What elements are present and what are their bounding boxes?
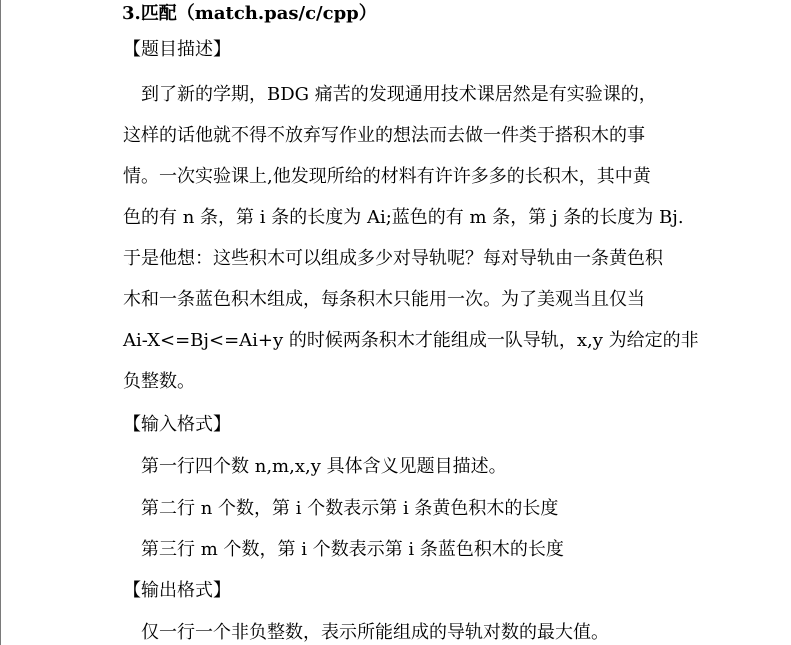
description-line-8: 负整数。	[123, 371, 195, 392]
output-heading: 【输出格式】	[123, 580, 231, 601]
input-line-3: 第三行 m 个数，第 i 个数表示第 i 条蓝色积木的长度	[141, 539, 564, 560]
description-heading: 【题目描述】	[123, 39, 231, 60]
description-line-1: 到了新的学期，BDG 痛苦的发现通用技术课居然是有实验课的，	[141, 84, 657, 105]
input-line-2: 第二行 n 个数，第 i 个数表示第 i 条黄色积木的长度	[141, 498, 559, 519]
description-line-3: 情。一次实验课上,他发现所给的材料有许许多多的长积木，其中黄	[123, 166, 651, 187]
output-line-1: 仅一行一个非负整数，表示所能组成的导轨对数的最大值。	[141, 622, 609, 643]
description-line-2: 这样的话他就不得不放弃写作业的想法而去做一件类于搭积木的事	[123, 125, 645, 146]
input-heading: 【输入格式】	[123, 414, 231, 435]
description-line-4: 色的有 n 条，第 i 条的长度为 Ai;蓝色的有 m 条，第 j 条的长度为 Bj.	[123, 207, 684, 228]
problem-title: 3.匹配（match.pas/c/cpp）	[122, 3, 377, 24]
description-line-6: 木和一条蓝色积木组成，每条积木只能用一次。为了美观当且仅当	[123, 289, 645, 310]
description-line-7: Ai-X<=Bj<=Ai+y 的时候两条积木才能组成一队导轨，x,y 为给定的非	[123, 330, 699, 351]
input-line-1: 第一行四个数 n,m,x,y 具体含义见题目描述。	[141, 456, 507, 477]
description-line-5: 于是他想：这些积木可以组成多少对导轨呢？每对导轨由一条黄色积	[123, 248, 663, 269]
